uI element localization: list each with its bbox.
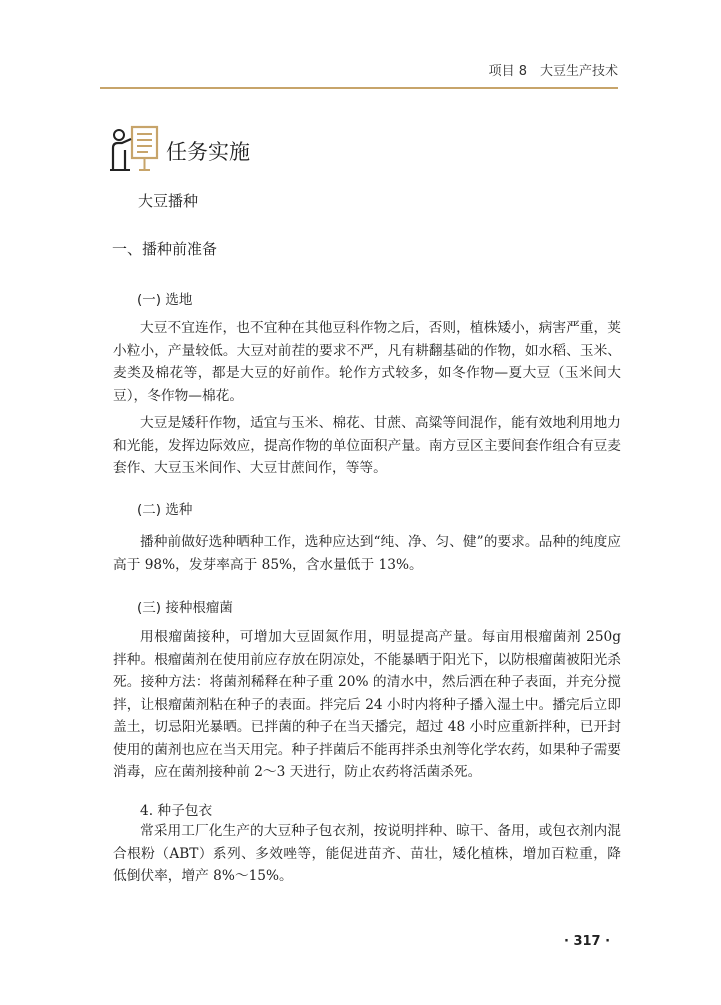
paragraph-site-2: 大豆是矮秆作物，适宜与玉米、棉花、甘蔗、高粱等间混作，能有效地利用地力和光能，发挥边际效应，提高作物的单位面积产量。南方豆区主要间套作组合有豆麦套作、大豆玉米间作、大豆甘蔗间作，等等。 [113,415,621,476]
paragraph-rhizobium: 用根瘤菌接种，可增加大豆固氮作用，明显提高产量。每亩用根瘤菌剂 250g 拌种。根瘤菌剂在使用前应存放在阴凉处，不能暴晒于阳光下，以防根瘤菌被阳光杀死。接种方法：将菌剂稀释在种子重 20% 的清水中，然后洒在种子表面，并充分搅拌，让根瘤菌剂粘在种子的表面。拌完后 24 小时内将种子播入湿土中。播完后立即盖土，切忌阳光暴晒。已拌菌的种子在当天播完，超过 48 小时应重新拌种，已开封使用的菌剂也应在当天用完。种子拌菌后不能再拌杀虫剂等化学农药，如果种子需要消毒，应在菌剂接种前 2～3 天进行，防止农药将活菌杀死。 [113,629,621,780]
task-title: 任务实施 [166,140,250,164]
paragraph-coating: 常采用工厂化生产的大豆种子包衣剂，按说明拌种、晾干、备用，或包衣剂内混合根粉（ABT）系列、多效唑等，能促进苗齐、苗壮，矮化植株，增加百粒重，降低倒伏率，增产 8%～15%。 [113,823,621,884]
header-rule [100,87,618,89]
heading-rhizobium: (三) 接种根瘤菌 [137,600,233,616]
paragraph-site-1: 大豆不宜连作，也不宜种在其他豆科作物之后，否则，植株矮小，病害严重，荚小粒小，产量较低。大豆对前茬的要求不严，凡有耕翻基础的作物，如水稻、玉米、麦类及棉花等，都是大豆的好前作。轮作方式较多，如冬作物—夏大豆（玉米间大豆），冬作物—棉花。 [113,320,621,404]
running-header: 项目 8 大豆生产技术 [488,64,618,79]
heading-preparation: 一、播种前准备 [112,240,218,258]
paragraph-seed: 播种前做好选种晒种工作，选种应达到“纯、净、匀、健”的要求。品种的纯度应高于 98%，发芽率高于 85%，含水量低于 13%。 [113,534,621,573]
page-number: · 317 · [564,934,611,949]
heading-seed-coating: 4. 种子包衣 [140,803,213,819]
heading-site-selection: (一) 选地 [137,292,193,308]
heading-seed-selection: (二) 选种 [137,502,193,518]
presenter-board-icon [110,124,162,174]
section-title: 大豆播种 [138,192,199,210]
